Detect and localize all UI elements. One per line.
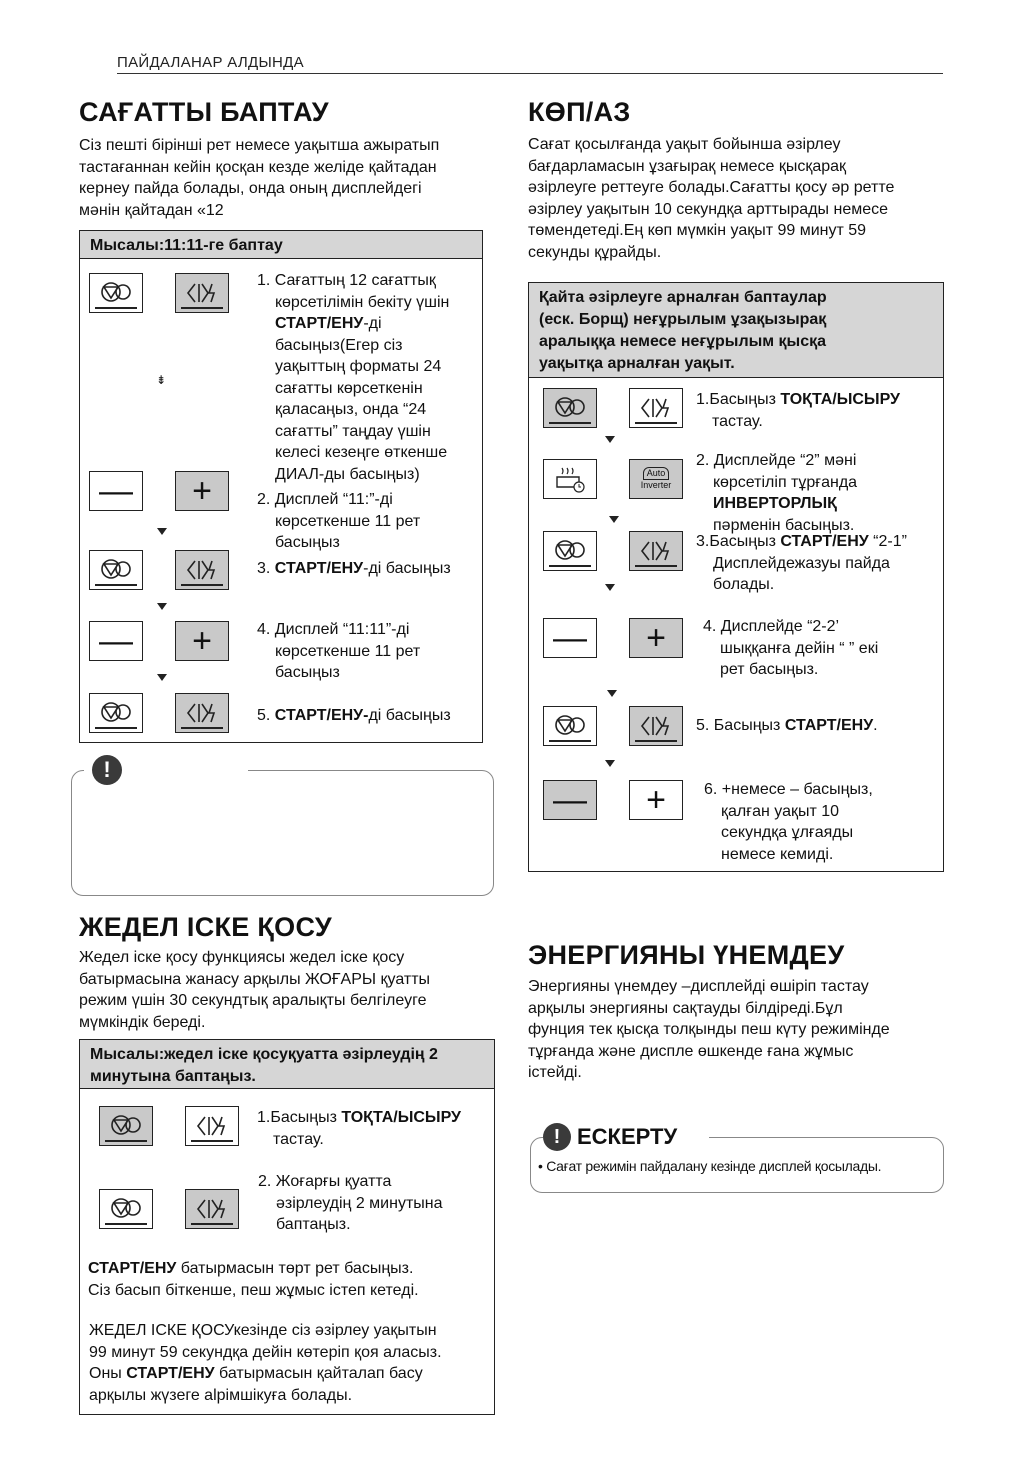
stop-reset-button[interactable] — [543, 531, 597, 571]
auto-inverter-button[interactable] — [629, 459, 683, 499]
cook-timer-button[interactable] — [543, 459, 597, 499]
minus-button[interactable]: — — [89, 621, 143, 661]
moreless-step-2: 2. Дисплейде “2” мәні көрсетіліп тұрғанда ИНВЕРТОРЛЫҚ пәрменін басыңыз. — [696, 452, 858, 534]
start-icon — [640, 539, 672, 563]
start-icon — [196, 1114, 228, 1138]
arrow-down-icon — [607, 690, 617, 697]
minus-button[interactable]: — — [543, 780, 597, 820]
stop-reset-button[interactable] — [89, 273, 143, 313]
minus-button[interactable]: — — [543, 618, 597, 658]
arrow-down-icon — [605, 436, 615, 443]
plus-button[interactable]: + — [629, 618, 683, 658]
moreless-intro: Сағат қосылғанда уақыт бойынша әзірлеу бағдарламасын ұзағырақ немесе қысқарақ әзірлеуге реттеуге болады.Сағатты қосу әр ретте әзірлеу уақытын 10 секундқа арттырады немесе төмендетеді.Ең көп мүмкін уақыт 99 минут 59 секунды құрайды. — [528, 136, 895, 261]
quick-para-1: СТАРТ/ЕНУ батырмасын төрт рет басыңыз. Сіз басып біткенше, пеш жұмыс істеп кетеді. — [88, 1260, 419, 1299]
arrow-down-icon: ⇟ — [156, 373, 167, 387]
start-enter-button[interactable] — [629, 531, 683, 571]
start-enter-button[interactable] — [629, 388, 683, 428]
moreless-box-title: Қайта әзірлеуге арналған баптаулар (еск. Борщ) неғұрылым ұзақызырақ аралыққа немесе неғұрылым қысқа уақытқа арналған уақыт. — [529, 283, 943, 378]
moreless-title: КӨП/АЗ — [528, 97, 631, 127]
moreless-step-1: 1.Басыңыз ТОҚТА/ЫСЫРУ тастау. — [696, 391, 901, 430]
stop-reset-button[interactable] — [543, 388, 597, 428]
start-icon — [196, 1197, 228, 1221]
stop-reset-icon — [553, 714, 587, 738]
clock-intro: Сіз пешті бірінші рет немесе уақытша ажыратып тастағаннан кейін қосқан кезде желіде қайтадан кернеу пайда болады, онда оның дисплейдегі мәнін қайтадан «12 — [79, 137, 440, 219]
clock-step-1: 1. Сағаттың 12 сағаттық көрсетілімін бекіту үшін СТАРТ/ЕНУ-ді басыңыз(Егер сіз уақыттың форматы 24 сағатты көрсеткенін қаласаңыз, онда “24 сағатты” таңдау үшін келесі кезеңге өткенше ДИАЛ-ды басыңыз) — [257, 272, 450, 483]
start-enter-button[interactable] — [175, 550, 229, 590]
quick-step-2: 2. Жоғарғы қуатта әзірлеудің 2 минутына баптаңыз. — [258, 1173, 443, 1233]
note-frame — [71, 770, 494, 896]
warning-icon: ! — [92, 755, 122, 785]
energy-title: ЭНЕРГИЯНЫ ҮНЕМДЕУ — [528, 940, 845, 970]
running-header: ПАЙДАЛАНАР АЛДЫНДА — [117, 54, 304, 71]
start-enter-button[interactable] — [185, 1189, 239, 1229]
cook-timer-icon — [553, 465, 587, 493]
plus-button[interactable]: + — [629, 780, 683, 820]
arrow-down-icon — [157, 674, 167, 681]
clock-step-2: 2. Дисплей “11:”-ді көрсеткенше 11 рет басыңыз — [257, 491, 421, 551]
stop-reset-button[interactable] — [89, 693, 143, 733]
auto-label: Auto — [643, 467, 670, 480]
start-enter-button[interactable] — [175, 693, 229, 733]
start-icon — [640, 396, 672, 420]
clock-title: САҒАТТЫ БАПТАУ — [79, 97, 329, 127]
caution-text: • Сағат режимін пайдалану кезінде дисплей қосылады. — [538, 1158, 882, 1174]
caution-title: ЕСКЕРТУ — [577, 1124, 678, 1149]
start-icon — [186, 558, 218, 582]
stop-reset-icon — [99, 558, 133, 582]
stop-reset-icon — [99, 701, 133, 725]
arrow-down-icon — [157, 603, 167, 610]
energy-intro: Энергияны үнемдеу –дисплейді өшіріп тастау арқылы энергияны сақтауды білдіреді.Бұл фунция тек қысқа толқынды пеш күту режимінде тұрғанда және диспле өшкенде ғана жұмыс істейді. — [528, 978, 890, 1081]
stop-reset-icon — [99, 281, 133, 305]
stop-reset-button[interactable] — [99, 1106, 153, 1146]
caution-header — [543, 1120, 709, 1154]
clock-step-3: 3. СТАРТ/ЕНУ-ді басыңыз — [257, 560, 451, 577]
stop-reset-icon — [553, 539, 587, 563]
stop-reset-icon — [109, 1114, 143, 1138]
quick-step-1: 1.Басыңыз ТОҚТА/ЫСЫРУ тастау. — [257, 1109, 462, 1148]
quick-para-2: ЖЕДЕЛ ІСКЕ ҚОСУкезінде сіз әзірлеу уақытын 99 минут 59 секундқа дейін көтеріп қоя аласыз. Оны СТАРТ/ЕНУ батырмасын қайталап басу арқылы жүзеге аlрімшікуға болады. — [89, 1322, 442, 1404]
clock-example-title: Мысалы:11:11-ге баптау — [80, 231, 482, 259]
plus-button[interactable]: + — [175, 471, 229, 511]
quick-example-title: Мысалы:жедел іске қосуқуатта әзірлеудің 2 минутына баптаңыз. — [80, 1040, 494, 1089]
arrow-down-icon — [605, 760, 615, 767]
stop-reset-button[interactable] — [89, 550, 143, 590]
stop-reset-button[interactable] — [99, 1189, 153, 1229]
stop-reset-icon — [553, 396, 587, 420]
arrow-down-icon — [605, 584, 615, 591]
header-rule — [117, 73, 943, 74]
moreless-step-4: 4. Дисплейде “2-2’ шыққанға дейін “ ” екі рет басыңыз. — [703, 618, 879, 678]
arrow-down-icon — [609, 516, 619, 523]
minus-button[interactable]: — — [89, 471, 143, 511]
start-icon — [186, 701, 218, 725]
arrow-down-icon — [157, 528, 167, 535]
start-enter-button[interactable] — [629, 706, 683, 746]
start-icon — [186, 281, 218, 305]
stop-reset-icon — [109, 1197, 143, 1221]
plus-button[interactable]: + — [175, 621, 229, 661]
quick-title: ЖЕДЕЛ ІСКЕ ҚОСУ — [79, 912, 333, 942]
clock-step-5: 5. СТАРТ/ЕНУ-ді басыңыз — [257, 707, 451, 724]
start-icon — [640, 714, 672, 738]
moreless-step-6: 6. +немесе – басыңыз, қалған уақыт 10 секундқа ұлғаяды немесе кемиді. — [704, 781, 873, 863]
quick-intro: Жедел іске қосу функциясы жедел іске қосу батырмасына жанасу арқылы ЖОҒАРЫ қуатты режим үшін 30 секундтық аралықты белгілеуге мүмкіндік береді. — [79, 949, 431, 1031]
start-enter-button[interactable] — [185, 1106, 239, 1146]
start-enter-button[interactable] — [175, 273, 229, 313]
stop-reset-button[interactable] — [543, 706, 597, 746]
moreless-step-3: 3.Басыңыз СТАРТ/ЕНУ “2-1” Дисплейдежазуы пайда болады. — [696, 533, 907, 593]
warning-icon: ! — [543, 1123, 571, 1151]
clock-step-4: 4. Дисплей “11:11”-ді көрсеткенше 11 рет басыңыз — [257, 621, 421, 681]
moreless-step-5: 5. Басыңыз СТАРТ/ЕНУ. — [696, 717, 878, 734]
inverter-label: Inverter — [640, 480, 672, 490]
